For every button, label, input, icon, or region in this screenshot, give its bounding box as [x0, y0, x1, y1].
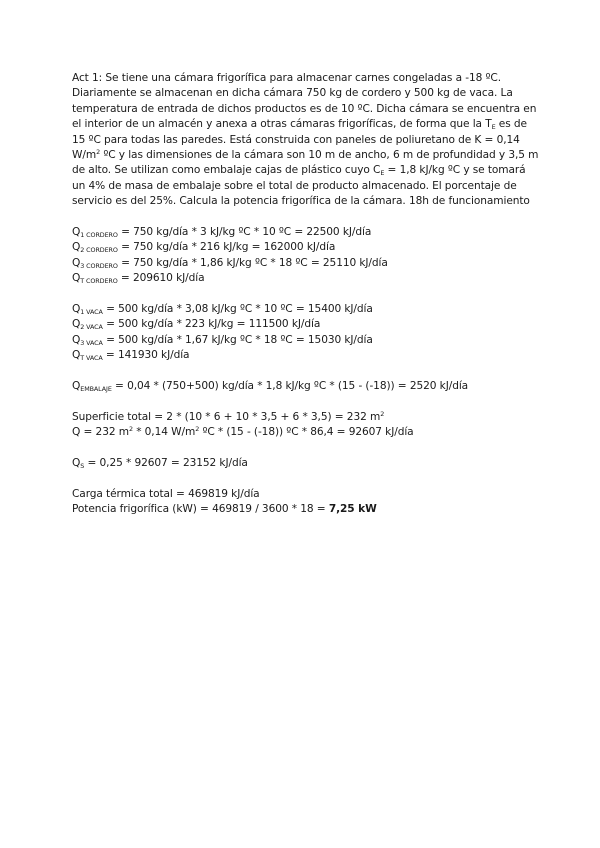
q-embalaje-line: $Q_{EMBALAJE} = 0,04 * (750+500)$ kg/día * 1,8 kJ/kg ºC * (15 - (-18)) = 2520 kJ/día	[72, 380, 469, 394]
superscript-2: 2	[96, 148, 101, 157]
document-content	[72, 71, 542, 518]
qt-vaca-line: $Q_{T VACA} = 141930$ kJ/día	[72, 349, 190, 363]
problem-text-2: es de 15 ºC para todas las paredes. Está construida con paneles de poliuretano de K = 0,14 W/m	[72, 118, 527, 162]
q-paredes-line: Q = 232 $m^2 * 0,14$ $W/m^2$ ºC * (15 - (-18)) ºC * 86,4 = 92607 kJ/día	[72, 425, 414, 439]
q2-cordero-line: $Q_{2 CORDERO} = 750$ kg/día * 216 kJ/kg = 162000 kJ/día	[72, 241, 336, 255]
cordero-calculations	[72, 225, 542, 287]
potencia-result: 7,25 kW	[328, 503, 377, 516]
potencia-line: Potencia frigorífica (kW) = 469819 / 3600 * 18 = 7,25 kW	[72, 503, 377, 516]
problem-statement	[72, 71, 542, 210]
superficie-total-line: Superficie total = 2 * (10 * 6 + 10 * 3,5 + 6 * 3,5) = 232 $m^2$	[72, 409, 385, 423]
subscript-e: E	[380, 169, 385, 178]
q3-vaca-line: $Q_{3 VACA} = 500$ kg/día * 1,67 kJ/kg ºC * 18 ºC = 15030 kJ/día	[72, 333, 373, 347]
problem-text-4: = 1,8 kJ/kg ºC y se tomará un 4% de masa de embalaje sobre el total de producto almacenado. El porcentaje de servicio es del 25%. Calcula la potencia frigorífica de la cámara. 18h de funcionamiento	[72, 164, 530, 208]
subscript-e: E	[491, 123, 496, 132]
q3-cordero-line: $Q_{3 CORDERO} = 750$ kg/día * 1,86 kJ/kg ºC * 18 ºC = 25110 kJ/día	[72, 256, 388, 270]
q2-vaca-line: $Q_{2 VACA} = 500$ kg/día * 223 kJ/kg = 111500 kJ/día	[72, 318, 321, 332]
q-servicio-line: $Q_S = 0,25 * 92607 = 23152$ kJ/día	[72, 457, 248, 471]
qt-cordero-line: $Q_{T CORDERO} = 209610$ kJ/día	[72, 272, 205, 286]
problem-text-1: Act 1: Se tiene una cámara frigorífica para almacenar carnes congeladas a -18 ºC. Diariamente se almacenan en dicha cámara 750 kg de cordero y 500 kg de vaca. La temperatura de entrada de dichos productos es de 10 ºC. Dicha cámara se encuentra en el interior de un almacén y anexa a otras cámaras frigoríficas, de forma que la T	[72, 72, 537, 131]
q1-cordero-line: $Q_{1 CORDERO} = 750$ kg/día * 3 kJ/kg ºC * 10 ºC = 22500 kJ/día	[72, 226, 372, 240]
q1-vaca-line: $Q_{1 VACA} = 500$ kg/día * 3,08 kJ/kg ºC * 10 ºC = 15400 kJ/día	[72, 303, 373, 317]
carga-total-line: Carga térmica total = 469819 kJ/día	[72, 487, 260, 500]
problem-text-3: ºC y las dimensiones de la cámara son 10 m de ancho, 6 m de profundidad y 3,5 m de alto. Se utilizan como embalaje cajas de plástico cuyo C	[72, 149, 539, 177]
vaca-calculations	[72, 302, 542, 364]
